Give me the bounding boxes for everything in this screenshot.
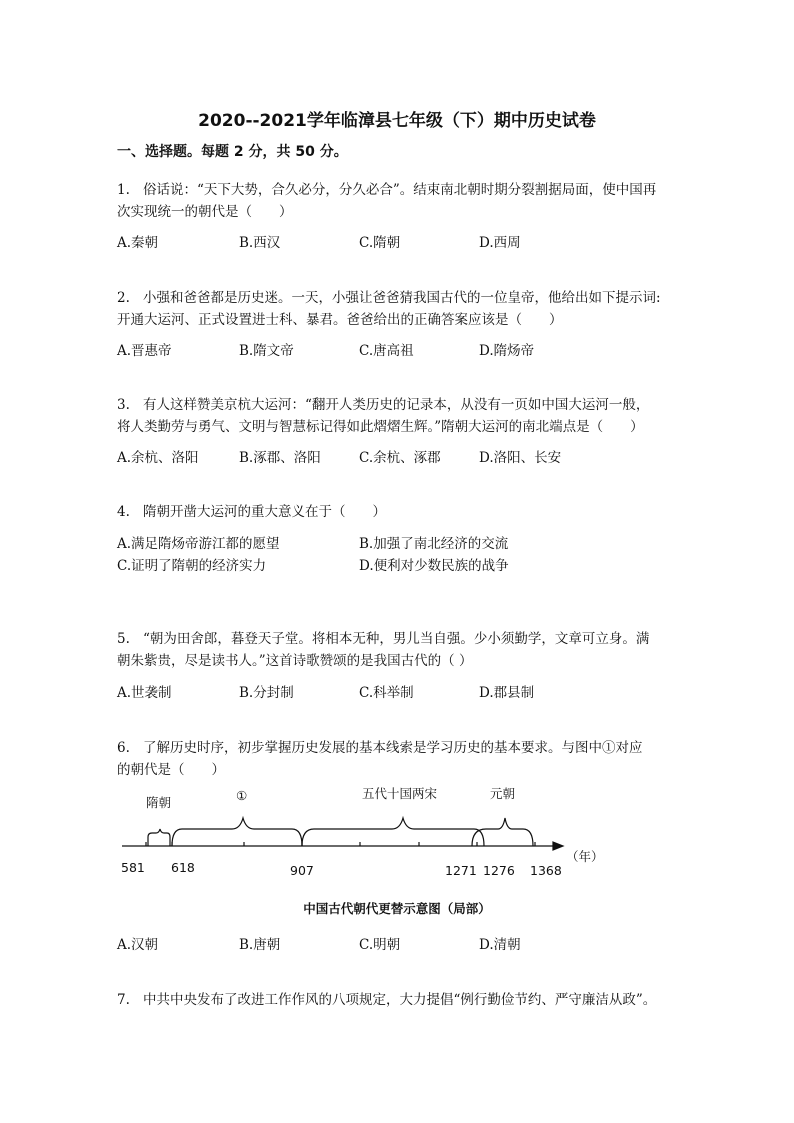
question-3 xyxy=(117,394,682,438)
question-4 xyxy=(117,501,682,523)
brace-sui xyxy=(148,829,170,846)
question-6 xyxy=(117,737,682,781)
question-text: 开通大运河、正式设置进士科、暴君。爸爸给出的正确答案应该是（ ） xyxy=(117,312,563,328)
question-7 xyxy=(117,989,717,1011)
option-a[interactable]: A.汉朝 xyxy=(117,937,159,953)
option-b[interactable]: B.西汉 xyxy=(239,235,281,251)
question-text: 将人类勤劳与勇气、文明与智慧标记得如此熠熠生辉。”隋朝大运河的南北端点是（ ） xyxy=(117,419,644,435)
timeline-arrow xyxy=(553,842,563,850)
timeline-label-five-dynasties-song: 五代十国两宋 xyxy=(362,786,438,801)
question-text: 次实现统一的朝代是（ ） xyxy=(117,204,293,220)
question-text: 有人这样赞美京杭大运河：“翻开人类历史的记录本，从没有一页如中国大运河一般， xyxy=(143,397,650,413)
option-c[interactable]: C.证明了隋朝的经济实力 xyxy=(117,558,267,574)
option-b[interactable]: B.加强了南北经济的交流 xyxy=(359,536,509,552)
timeline-label-sui: 隋朝 xyxy=(146,795,172,810)
option-c[interactable]: C.科举制 xyxy=(359,685,414,701)
option-b[interactable]: B.唐朝 xyxy=(239,937,281,953)
option-a[interactable]: A.满足隋炀帝游江都的愿望 xyxy=(117,536,280,552)
option-c[interactable]: C.唐高祖 xyxy=(359,343,414,359)
option-a[interactable]: A.晋惠帝 xyxy=(117,343,172,359)
year-1271: 1271 xyxy=(445,863,477,878)
question-text: 中共中央发布了改进工作作风的八项规定，大力提倡“例行勤俭节约、严守廉洁从政”。 xyxy=(143,992,657,1008)
year-1368: 1368 xyxy=(530,863,562,878)
question-text: 隋朝开凿大运河的重大意义在于（ ） xyxy=(143,504,386,520)
question-number: 5. xyxy=(117,631,130,647)
option-b[interactable]: B.隋文帝 xyxy=(239,343,294,359)
option-b[interactable]: B.涿郡、洛阳 xyxy=(239,450,321,466)
year-907: 907 xyxy=(290,863,314,878)
brace-yuan xyxy=(472,818,533,846)
year-unit: （年） xyxy=(566,849,604,864)
diagram-caption: 中国古代朝代更替示意图（局部） xyxy=(303,901,491,916)
option-a[interactable]: A.秦朝 xyxy=(117,235,159,251)
page-title: 2020--2021学年临漳县七年级（下）期中历史试卷 xyxy=(198,111,596,131)
brace-blank xyxy=(172,818,302,846)
option-d[interactable]: D.便利对少数民族的战争 xyxy=(359,558,509,574)
question-5 xyxy=(117,628,682,672)
option-b[interactable]: B.分封制 xyxy=(239,685,294,701)
question-text: 朝朱紫贵，尽是读书人。”这首诗歌赞颂的是我国古代的（ ） xyxy=(117,653,473,669)
year-581: 581 xyxy=(121,860,145,875)
question-number: 7. xyxy=(117,992,130,1008)
question-text: 了解历史时序，初步掌握历史发展的基本线索是学习历史的基本要求。与图中①对应 xyxy=(143,740,643,756)
option-c[interactable]: C.余杭、涿郡 xyxy=(359,450,441,466)
question-number: 6. xyxy=(117,740,130,756)
question-text: 的朝代是（ ） xyxy=(117,762,225,778)
question-1 xyxy=(117,179,682,223)
question-number: 3. xyxy=(117,397,130,413)
question-text: 俗话说：“天下大势，合久必分，分久必合”。结束南北朝时期分裂割据局面，使中国再 xyxy=(143,182,657,198)
question-number: 1. xyxy=(117,182,130,198)
option-c[interactable]: C.隋朝 xyxy=(359,235,401,251)
question-number: 2. xyxy=(117,290,130,306)
option-d[interactable]: D.清朝 xyxy=(479,937,521,953)
question-text: “朝为田舍郎，暮登天子堂。将相本无种，男儿当自强。少小须勤学，文章可立身。满 xyxy=(143,631,650,647)
option-a[interactable]: A.世袭制 xyxy=(117,685,172,701)
option-d[interactable]: D.郡县制 xyxy=(479,685,535,701)
question-number: 4. xyxy=(117,504,130,520)
option-a[interactable]: A.余杭、洛阳 xyxy=(117,450,199,466)
section-heading: 一、选择题。每题 2 分，共 50 分。 xyxy=(117,144,348,160)
option-d[interactable]: D.洛阳、长安 xyxy=(479,450,562,466)
timeline-label-yuan: 元朝 xyxy=(490,786,516,801)
question-text: 小强和爸爸都是历史迷。一天，小强让爸爸猜我国古代的一位皇帝，他给出如下提示词: xyxy=(143,290,661,306)
question-2 xyxy=(117,287,682,331)
option-c[interactable]: C.明朝 xyxy=(359,937,401,953)
option-d[interactable]: D.隋炀帝 xyxy=(479,343,535,359)
year-618: 618 xyxy=(171,860,195,875)
year-1276: 1276 xyxy=(483,863,515,878)
timeline-label-blank: ① xyxy=(236,788,248,803)
brace-five-dynasties-song xyxy=(302,818,484,846)
option-d[interactable]: D.西周 xyxy=(479,235,521,251)
